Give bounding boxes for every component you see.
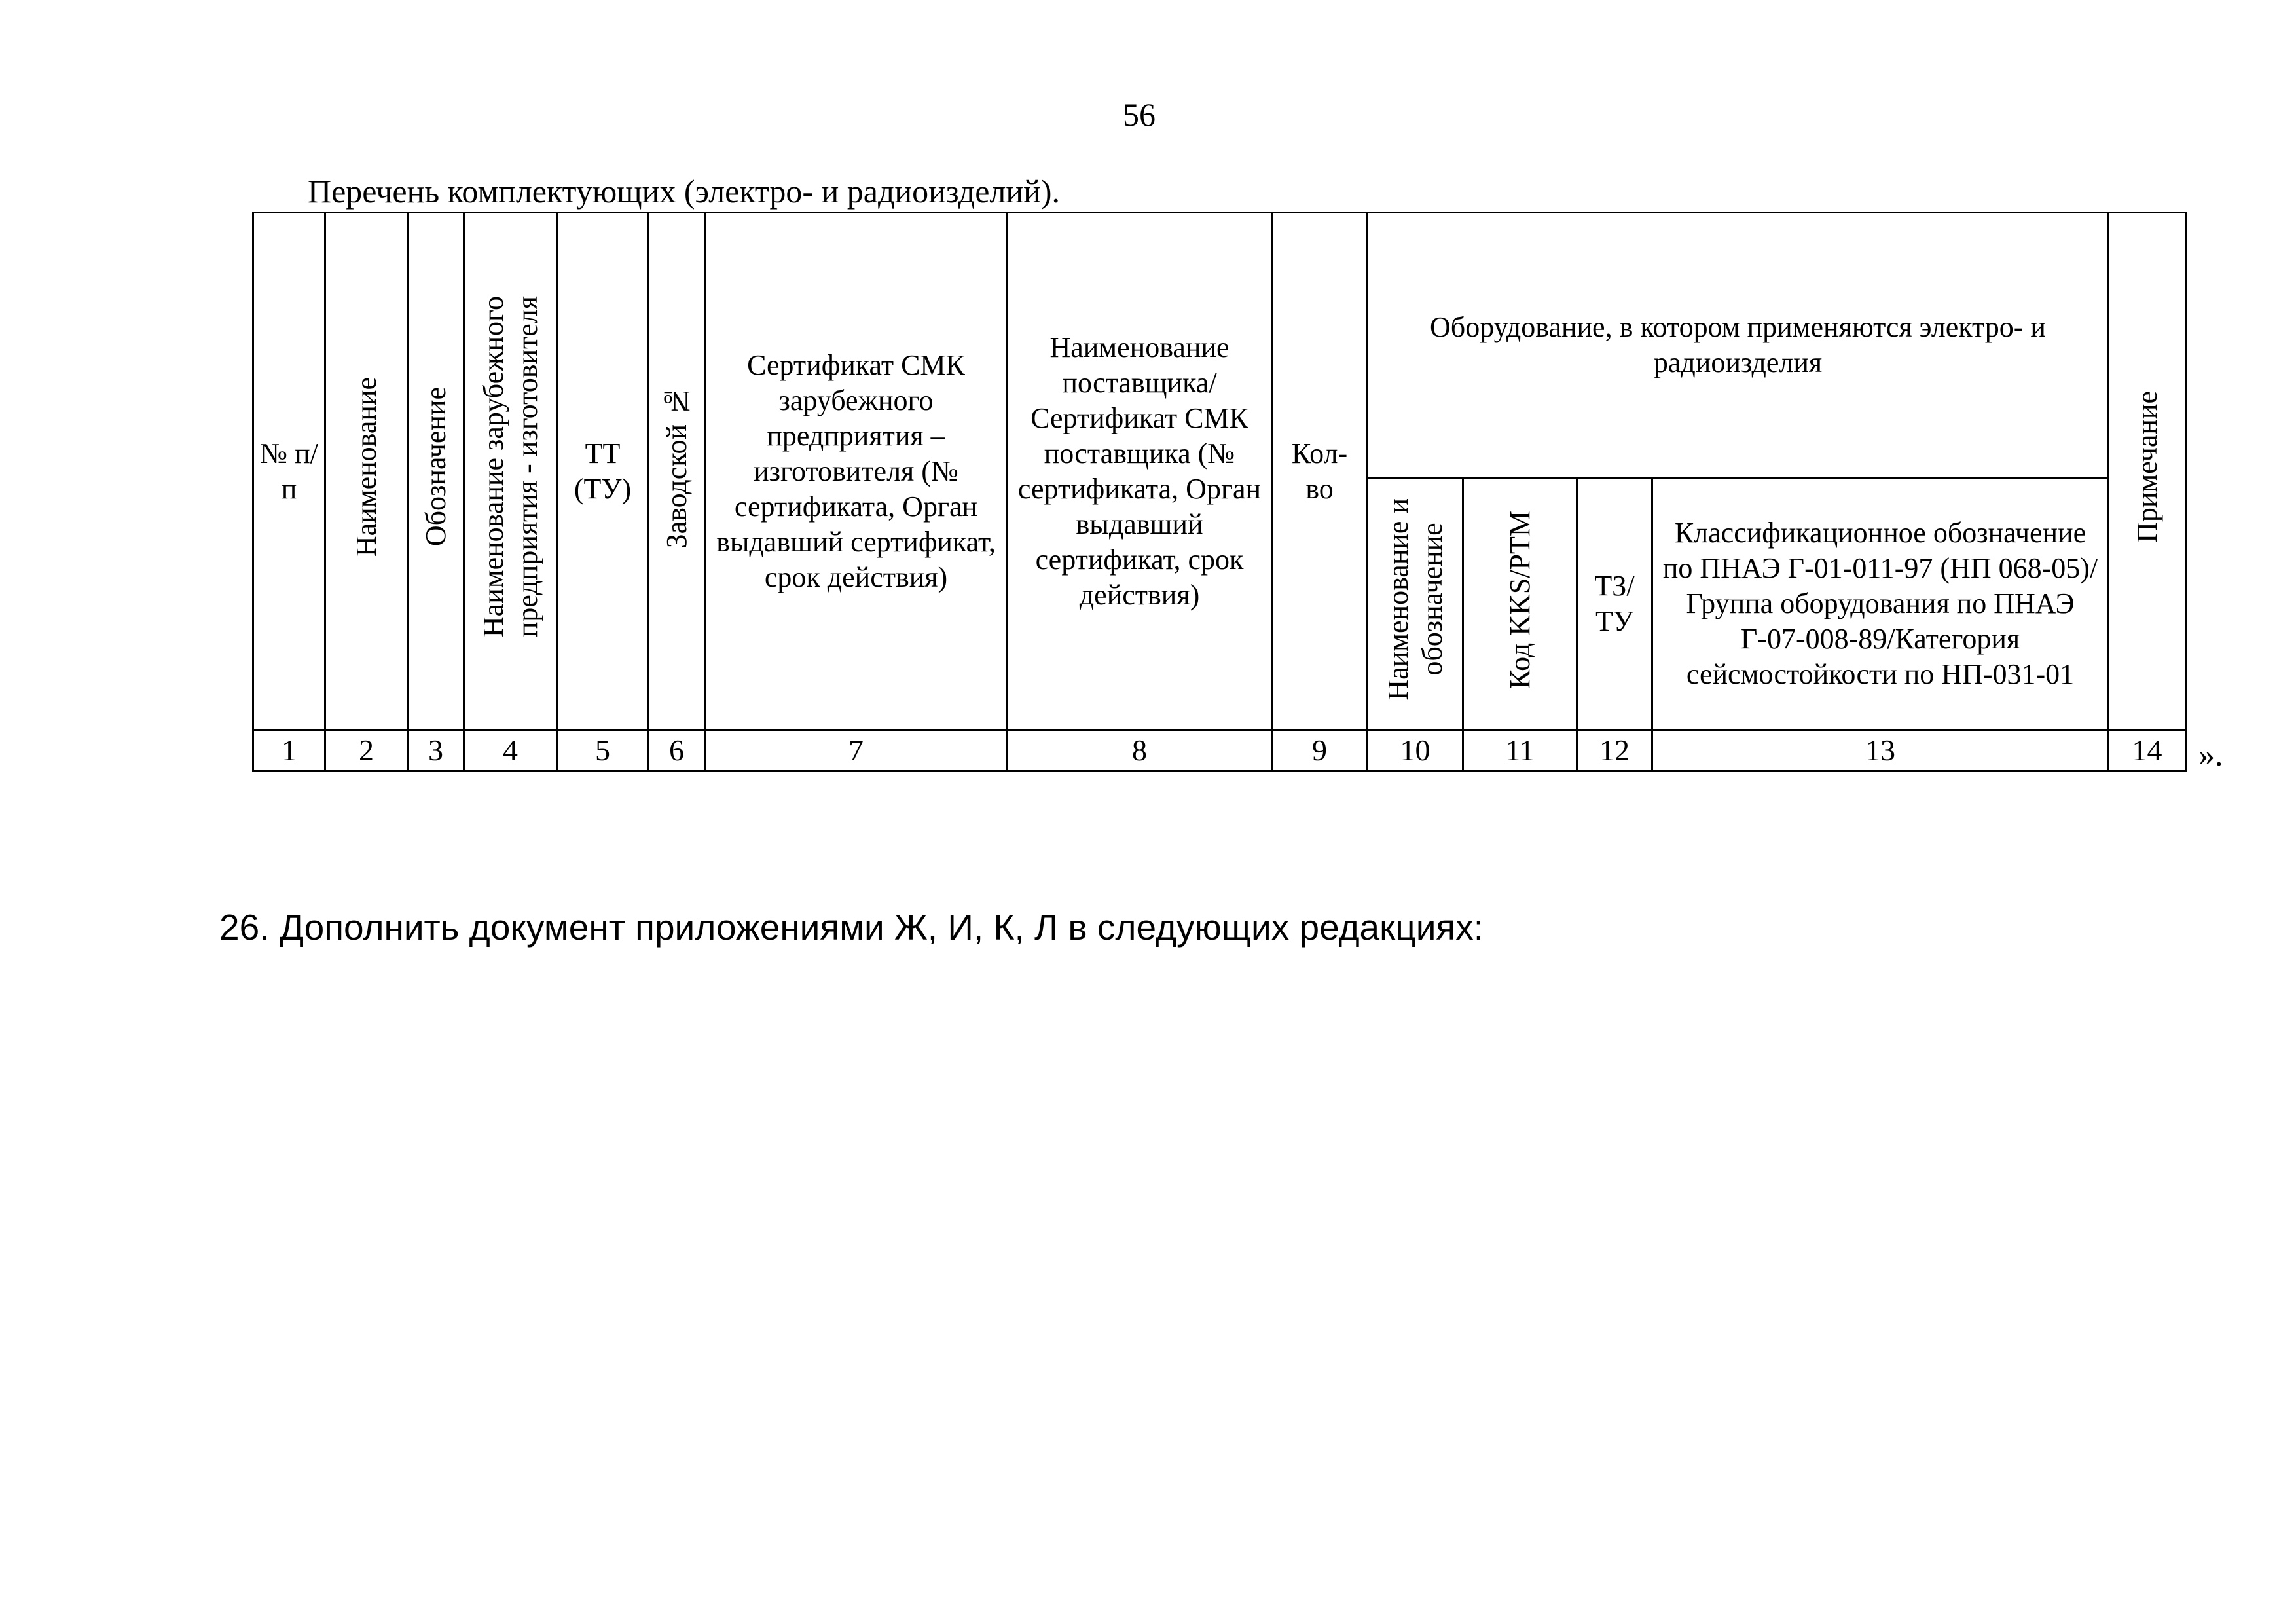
components-table — [252, 212, 2187, 772]
column-number: 3 — [408, 730, 464, 771]
column-number: 4 — [464, 730, 557, 771]
header-kks-code: Код KKS/PTM — [1463, 478, 1577, 730]
header-tt-tu: ТТ (ТУ) — [557, 213, 649, 730]
column-number: 6 — [649, 730, 705, 771]
header-foreign-manufacturer-line2: предприятия - изготовителя — [511, 296, 543, 638]
header-note: Примечание — [2109, 213, 2186, 730]
column-number: 11 — [1463, 730, 1577, 771]
column-number-row — [253, 730, 2186, 771]
header-foreign-manufacturer — [464, 213, 557, 730]
header-equipment-group: Оборудование, в котором применяются электро- и радиоизделия — [1368, 213, 2109, 478]
header-quantity: Кол-во — [1272, 213, 1368, 730]
header-equipment-name-line2: обозначение — [1415, 523, 1448, 676]
column-number: 14 — [2109, 730, 2186, 771]
header-designation: Обозначение — [408, 213, 464, 730]
column-number: 5 — [557, 730, 649, 771]
column-number: 10 — [1368, 730, 1463, 771]
header-tz-tu: ТЗ/ ТУ — [1577, 478, 1652, 730]
page-number: 56 — [1123, 96, 1156, 133]
amendment-item-26: 26. Дополнить документ приложениями Ж, И, К, Л в следующих редакциях: — [219, 907, 1484, 948]
header-equipment-name — [1368, 478, 1463, 730]
header-supplier-certificate: Наименование поставщика/ Сертификат СМК поставщика (№ сертификата, Орган выдавший сертификат, срок действия) — [1008, 213, 1272, 730]
header-row-number: № п/п — [253, 213, 325, 730]
column-number: 1 — [253, 730, 325, 771]
column-number: 2 — [325, 730, 408, 771]
header-qms-certificate-manufacturer: Сертификат СМК зарубежного предприятия – изготовителя (№ сертификата, Орган выдавший сертификат, срок действия) — [705, 213, 1008, 730]
column-number: 8 — [1008, 730, 1272, 771]
header-classification: Классификационное обозначение по ПНАЭ Г-01-011-97 (НП 068-05)/ Группа оборудования по ПНАЭ Г-07-008-89/Категория сейсмостойкости по НП-031-01 — [1652, 478, 2109, 730]
closing-quote: ». — [2198, 736, 2223, 773]
header-foreign-manufacturer-line1: Наименование зарубежного — [477, 296, 509, 638]
column-number: 9 — [1272, 730, 1368, 771]
table-caption: Перечень комплектующих (электро- и радиоизделий). — [308, 173, 1061, 210]
column-number: 12 — [1577, 730, 1652, 771]
column-number: 13 — [1652, 730, 2109, 771]
header-name: Наименование — [325, 213, 408, 730]
column-number: 7 — [705, 730, 1008, 771]
header-serial-number: Заводской № — [649, 213, 705, 730]
header-equipment-name-line1: Наименование и — [1381, 498, 1414, 701]
